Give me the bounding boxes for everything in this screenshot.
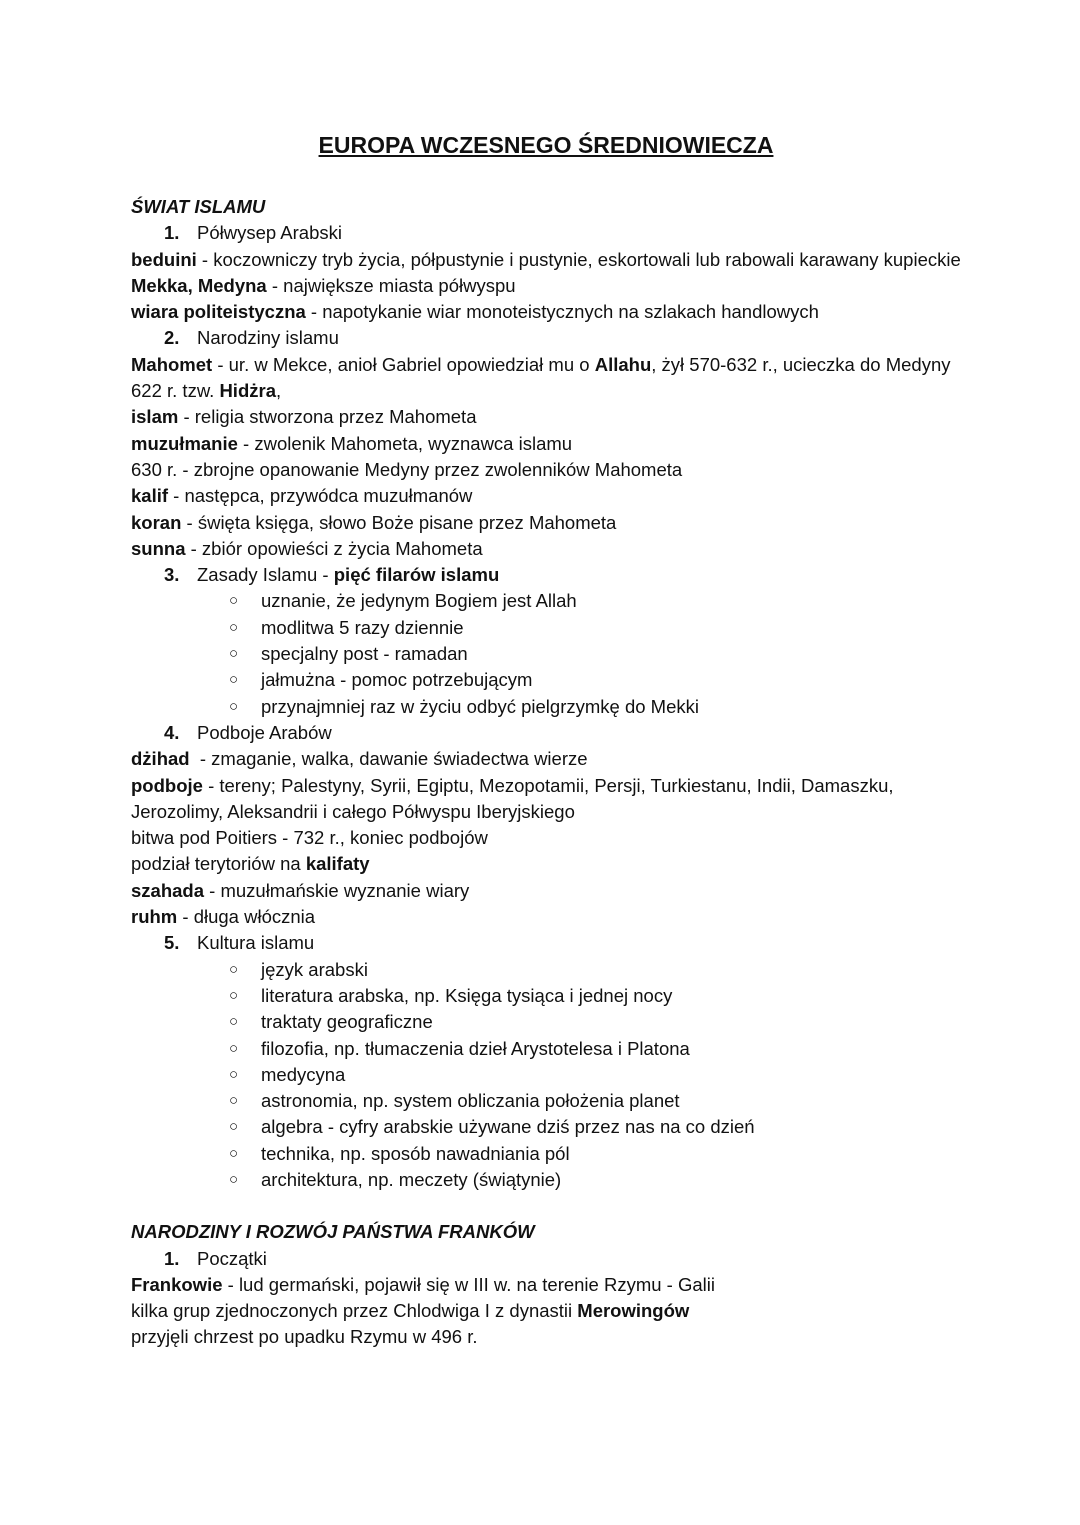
list-item <box>229 694 961 720</box>
number: 1. <box>164 222 180 244</box>
term: Hidżra <box>219 380 276 402</box>
list-item-text: astronomia, np. system obliczania położenia planet <box>261 1090 680 1112</box>
list-item <box>229 1036 961 1062</box>
term: sunna <box>131 537 186 559</box>
definition <box>131 773 961 826</box>
numbered-heading <box>131 720 961 746</box>
list-item-text: specjalny post - ramadan <box>261 643 468 665</box>
definition-text: - lud germański, pojawił się w III w. na terenie Rzymu - Galii <box>222 1273 715 1295</box>
term: kalifaty <box>305 853 370 875</box>
term: islam <box>131 406 179 428</box>
section-heading-islam: ŚWIAT ISLAMU <box>131 196 266 217</box>
circle-bullet-icon: ○ <box>229 986 239 1004</box>
list-item <box>229 667 961 693</box>
definition <box>131 431 961 457</box>
list-item <box>229 983 961 1009</box>
list-item <box>229 615 961 641</box>
definition <box>131 483 961 509</box>
numbered-heading <box>131 220 961 246</box>
definition <box>131 1272 961 1298</box>
list-item-text: modlitwa 5 razy dziennie <box>261 616 464 638</box>
list-item <box>229 957 961 983</box>
term: ruhm <box>131 906 178 928</box>
circle-bullet-icon: ○ <box>229 960 239 978</box>
definition <box>131 1298 961 1324</box>
definition <box>131 904 961 930</box>
definition <box>131 299 961 325</box>
circle-bullet-icon: ○ <box>229 1013 239 1031</box>
term: Frankowie <box>131 1273 223 1295</box>
list-item <box>229 1088 961 1114</box>
definition-text: - następca, przywódca muzułmanów <box>168 485 473 507</box>
numbered-heading <box>131 1246 961 1272</box>
circle-bullet-icon: ○ <box>229 1039 239 1057</box>
definition <box>131 352 961 405</box>
term: Mahomet <box>131 353 213 375</box>
list-item <box>229 588 961 614</box>
numbered-heading-text: Kultura islamu <box>197 932 315 954</box>
definition-text: podział terytoriów na <box>131 853 306 875</box>
list-item <box>229 1167 961 1193</box>
definition <box>131 746 961 772</box>
definition-text: - największe miasta półwyspu <box>266 274 516 296</box>
list-item <box>229 1062 961 1088</box>
circle-bullet-icon: ○ <box>229 1092 239 1110</box>
circle-bullet-icon: ○ <box>229 1144 239 1162</box>
list-item-text: przynajmniej raz w życiu odbyć pielgrzymkę do Mekki <box>261 695 699 717</box>
definition-text: - napotykanie wiar monoteistycznych na szlakach handlowych <box>305 301 819 323</box>
numbered-heading-text: Półwysep Arabski <box>197 222 342 244</box>
circle-bullet-icon: ○ <box>229 671 239 689</box>
number: 1. <box>164 1247 180 1269</box>
circle-bullet-icon: ○ <box>229 618 239 636</box>
list-item-text: architektura, np. meczety (świątynie) <box>261 1168 562 1190</box>
definition-text: - tereny; Palestyny, Syrii, Egiptu, Mezopotamii, Persji, Turkiestanu, Indii, Damaszku, Jerozolimy, Aleksandrii i całego Półwyspu Iberyjskiego <box>131 774 894 822</box>
numbered-heading-text: Początki <box>197 1247 267 1269</box>
definition-text: - zbiór opowieści z życia Mahometa <box>185 537 483 559</box>
circle-bullet-icon: ○ <box>229 592 239 610</box>
numbered-heading-bold: pięć filarów islamu <box>333 564 500 586</box>
list-item-text: jałmużna - pomoc potrzebującym <box>261 669 533 691</box>
circle-bullet-icon: ○ <box>229 1170 239 1188</box>
term: Mekka, Medyna <box>131 274 267 296</box>
definition-text: kilka grup zjednoczonych przez Chlodwiga I z dynastii <box>131 1300 578 1322</box>
definition-text: - religia stworzona przez Mahometa <box>178 406 477 428</box>
definition <box>131 536 961 562</box>
list-item-text: algebra - cyfry arabskie używane dziś przez nas na co dzień <box>261 1116 755 1138</box>
definition <box>131 247 961 273</box>
term: muzułmanie <box>131 432 238 454</box>
term: kalif <box>131 485 169 507</box>
circle-bullet-icon: ○ <box>229 697 239 715</box>
list-item <box>229 1009 961 1035</box>
definition-text: - ur. w Mekce, anioł Gabriel opowiedział mu o <box>212 353 595 375</box>
numbered-heading-text: Zasady Islamu - <box>197 564 334 586</box>
definition-text: - muzułmańskie wyznanie wiary <box>204 879 470 901</box>
definition <box>131 404 961 430</box>
document-page <box>131 128 961 1351</box>
list-item-text: traktaty geograficzne <box>261 1011 433 1033</box>
term: beduini <box>131 248 197 270</box>
term: Merowingów <box>577 1300 690 1322</box>
list-item-text: uznanie, że jedynym Bogiem jest Allah <box>261 590 577 612</box>
term: szahada <box>131 879 205 901</box>
list-item-text: technika, np. sposób nawadniania pól <box>261 1142 570 1164</box>
definition <box>131 510 961 536</box>
numbered-heading <box>131 930 961 956</box>
definition-text: - zmaganie, walka, dawanie świadectwa wierze <box>189 748 588 770</box>
list-item-text: język arabski <box>261 958 368 980</box>
list-item <box>229 1141 961 1167</box>
list-item <box>229 1114 961 1140</box>
term: wiara politeistyczna <box>131 301 306 323</box>
definition <box>131 851 961 877</box>
circle-bullet-icon: ○ <box>229 645 239 663</box>
list-item-text: literatura arabska, np. Księga tysiąca i jednej nocy <box>261 984 673 1006</box>
definition-text: - długa włócznia <box>177 906 316 928</box>
numbered-heading <box>131 325 961 351</box>
plain-line: 630 r. - zbrojne opanowanie Medyny przez zwolenników Mahometa <box>131 458 683 480</box>
document-title: EUROPA WCZESNEGO ŚREDNIOWIECZA <box>318 132 774 158</box>
number: 3. <box>164 564 180 586</box>
definition-text: - zwolenik Mahometa, wyznawca islamu <box>237 432 573 454</box>
definition-text: , żył 570-632 r., ucieczka do Medyny 622 r. tzw. <box>131 353 951 402</box>
section-heading-franks: NARODZINY I ROZWÓJ PAŃSTWA FRANKÓW <box>131 1221 535 1243</box>
term: podboje <box>131 774 203 796</box>
numbered-heading <box>131 562 961 588</box>
number: 2. <box>164 327 180 349</box>
definition-text: , <box>275 380 282 402</box>
list-item-text: filozofia, np. tłumaczenia dzieł Arystotelesa i Platona <box>261 1037 690 1059</box>
number: 4. <box>164 721 180 743</box>
definition <box>131 273 961 299</box>
definition <box>131 878 961 904</box>
circle-bullet-icon: ○ <box>229 1118 239 1136</box>
circle-bullet-icon: ○ <box>229 1065 239 1083</box>
numbered-heading-text: Podboje Arabów <box>197 721 332 743</box>
list-item-text: medycyna <box>261 1063 346 1085</box>
plain-line: bitwa pod Poitiers - 732 r., koniec podbojów <box>131 827 488 849</box>
definition-text: - koczowniczy tryb życia, półpustynie i pustynie, eskortowali lub rabowali karawany kupieckie <box>196 248 961 270</box>
term: koran <box>131 511 182 533</box>
number: 5. <box>164 932 180 954</box>
list-item <box>229 641 961 667</box>
plain-line: przyjęli chrzest po upadku Rzymu w 496 r. <box>131 1326 478 1348</box>
pillars-list <box>131 588 961 719</box>
term: Allahu <box>594 353 652 375</box>
term: dżihad <box>131 748 190 770</box>
culture-list <box>131 957 961 1194</box>
numbered-heading-text: Narodziny islamu <box>197 327 339 349</box>
definition-text: - święta księga, słowo Boże pisane przez Mahometa <box>181 511 617 533</box>
